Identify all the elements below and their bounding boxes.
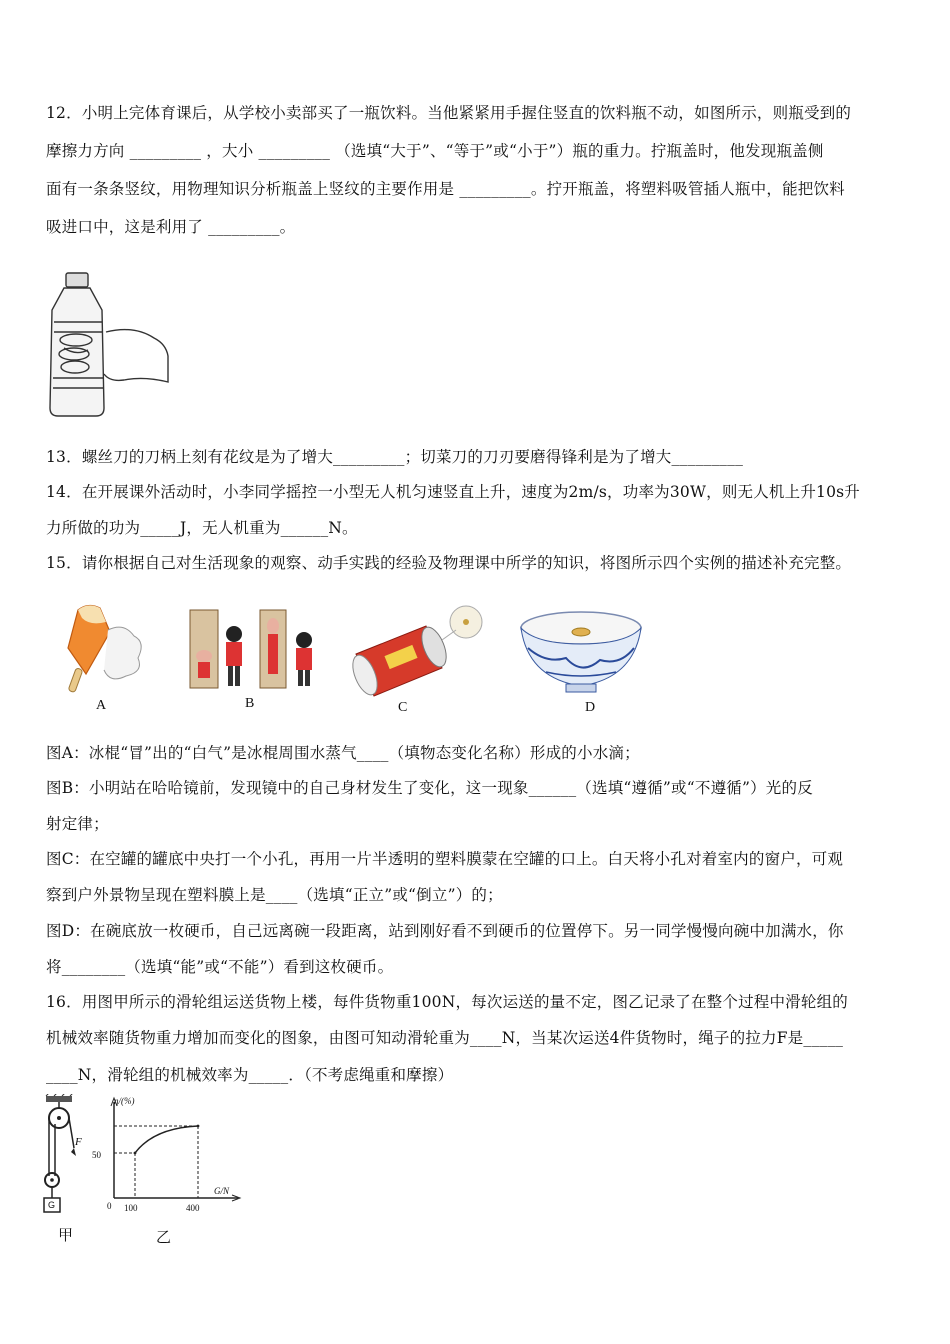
q15-line: 15．请你根据自己对生活现象的观察、动手实践的经验及物理课中所学的知识，将图所示四个实例的描述补充完整。 [46,554,852,572]
caption-yi: 乙 [156,1228,172,1246]
pinhole-can-figure [346,604,496,699]
q13-line: 13．螺丝刀的刀柄上刻有花纹是为了增大_________；切菜刀的刀刃要磨得锋利是为了增大_________ [46,448,744,466]
y-axis-label: η/(%) [114,1096,135,1106]
caption-b: B [245,696,255,711]
q16-line-2: 机械效率随货物重力增加而变化的图象，由图可知动滑轮重为____N，当某次运送4件货物时，绳子的拉力F是_____ [46,1029,844,1047]
x-tick-100: 100 [124,1203,138,1213]
q12-line-2: 摩擦力方向 _________ ，大小 _________ （选填“大于”、“等于”或“小于”）瓶的重力。拧瓶盖时，他发现瓶盖侧 [46,142,824,160]
x-axis-label: G/N [214,1186,230,1196]
caption-c: C [398,700,408,715]
q12-line-1: 12．小明上完体育课后，从学校小卖部买了一瓶饮料。当他紧紧用手握住竖直的饮料瓶不动，如图所示，则瓶受到的 [46,104,852,122]
caption-a: A [96,698,107,713]
load-label: G [48,1200,56,1210]
q16-line-1: 16．用图甲所示的滑轮组运送货物上楼，每件货物重100N，每次运送的量不定，图乙记录了在整个过程中滑轮组的 [46,993,848,1011]
q12-line-3: 面有一条条竖纹，用物理知识分析瓶盖上竖纹的主要作用是 _________。拧开瓶盖，将塑料吸管插人瓶中，能把饮料 [46,180,845,198]
x-tick-400: 400 [186,1203,200,1213]
q12-line-4: 吸进口中，这是利用了 _________。 [46,218,296,236]
data-point-400 [197,1125,200,1128]
bottle-hand-figure [44,270,174,420]
origin-label: 0 [107,1201,112,1211]
efficiency-curve [135,1126,198,1153]
q15-desc-c-1: 图C：在空罐的罐底中央打一个小孔，再用一片半透明的塑料膜蒙在空罐的口上。白天将小孔对着室内的窗户，可观 [46,850,844,868]
y-tick-50: 50 [92,1150,101,1160]
fun-mirror-figure [186,604,326,694]
data-point-100 [134,1152,137,1155]
q15-desc-c-2: 察到户外景物呈现在塑料膜上是____（选填“正立”或“倒立”）的； [46,886,503,904]
caption-d: D [585,700,596,715]
q14-line-1: 14．在开展课外活动时，小李同学摇控一小型无人机匀速竖直上升，速度为2m/s，功率为30W，则无人机上升10s升 [46,483,860,501]
bowl-coin-figure [516,606,646,696]
q16-line-3: ____N，滑轮组的机械效率为_____．（不考虑绳重和摩擦） [46,1066,454,1084]
q15-desc-b-2: 射定律； [46,815,109,833]
popsicle-figure [60,602,150,697]
q14-line-2: 力所做的功为_____J，无人机重为______N。 [46,519,358,537]
caption-jia: 甲 [58,1226,74,1244]
efficiency-chart [98,1094,248,1218]
force-label: F [75,1136,82,1148]
q15-desc-b-1: 图B：小明站在哈哈镜前，发现镜中的自己身材发生了变化，这一现象______（选填“遵循”或“不遵循”）光的反 [46,779,813,797]
q15-desc-d-1: 图D：在碗底放一枚硬币，自己远离碗一段距离，站到刚好看不到硬币的位置停下。另一同学慢慢向碗中加满水，你 [46,922,844,940]
q15-desc-d-2: 将________（选填“能”或“不能”）看到这枚硬币。 [46,958,394,976]
q15-desc-a: 图A：冰棍“冒”出的“白气”是冰棍周围水蒸气____（填物态变化名称）形成的小水滴； [46,744,640,762]
